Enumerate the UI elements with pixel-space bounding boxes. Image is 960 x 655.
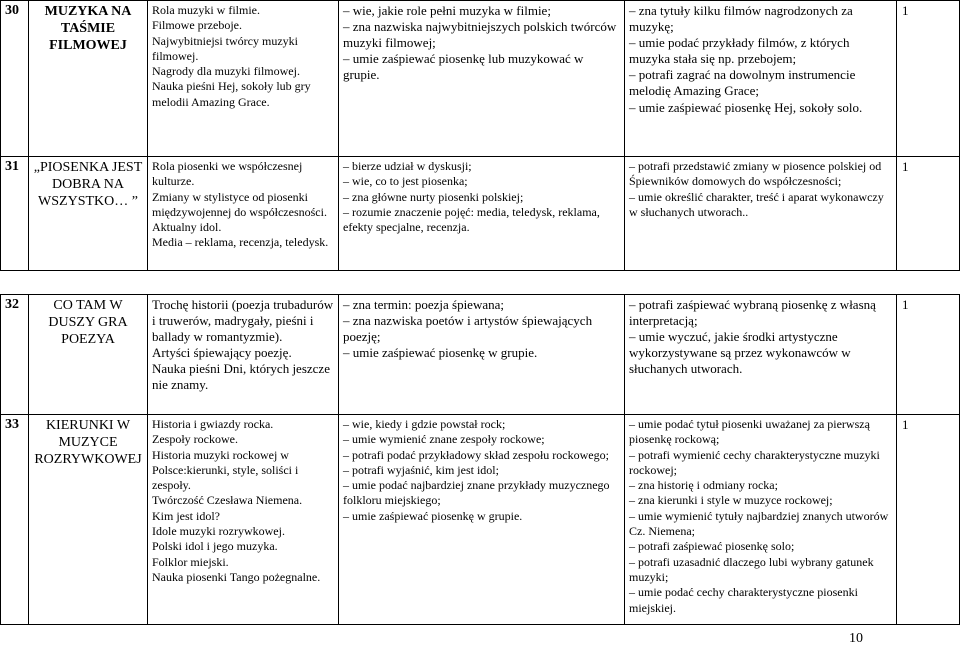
extended-requirements: [625, 1, 897, 157]
list-item: – umie zaśpiewać piosenkę lub muzykować w grupie.: [343, 51, 584, 83]
basic-requirements: [339, 295, 625, 415]
list-item: – umie podać przykłady filmów, z których muzyka stała się np. przebojem;: [629, 35, 850, 67]
list-item: Nauka piosenki Tango pożegnalne.: [152, 569, 321, 584]
list-item: – potrafi przedstawić zmiany w piosence polskiej od Śpiewników domowych do współczesności;: [629, 159, 882, 189]
lesson-table-lower: [0, 294, 960, 625]
table-row: [1, 415, 960, 625]
list-item: – potrafi zagrać na dowolnym instrumencie melodię Amazing Grace;: [629, 67, 856, 99]
table-row: [1, 295, 960, 415]
list-item: – rozumie znaczenie pojęć: media, teledysk, reklama, efekty specjalne, recenzja.: [343, 204, 600, 235]
list-item: Historia i gwiazdy rocka.: [152, 417, 274, 431]
list-item: – zna nazwiska poetów i artystów śpiewających poezję;: [343, 313, 593, 345]
list-item: – wie, kiedy i gdzie powstał rock;: [343, 417, 506, 431]
list-item: – umie wyczuć, jakie środki artystyczne wykorzystywane są przez wykonawców w słuchanych utworach.: [629, 329, 851, 377]
list-item: Media – reklama, recenzja, teledysk.: [152, 235, 329, 250]
list-item: Nauka pieśni Dni, których jeszcze nie znamy.: [152, 361, 330, 393]
lesson-table-upper: [0, 0, 960, 271]
list-item: Zespoły rockowe.: [152, 432, 238, 447]
lesson-number: 30: [1, 1, 29, 157]
list-item: Kim jest idol?: [152, 508, 220, 523]
list-item: Filmowe przeboje.: [152, 18, 242, 33]
list-item: – bierze udział w dyskusji;: [343, 159, 472, 173]
list-item: Rola piosenki we współczesnej kulturze.: [152, 159, 303, 189]
list-item: – zna główne nurty piosenki polskiej;: [343, 189, 524, 204]
list-item: – umie zaśpiewać piosenkę Hej, sokoły solo.: [629, 99, 863, 115]
list-item: – umie określić charakter, treść i aparat wykonawczy w słuchanych utworach..: [629, 189, 884, 219]
lesson-hours: 1: [897, 415, 960, 625]
list-item: – zna nazwiska najwybitniejszych polskich twórców muzyki filmowej;: [343, 19, 617, 51]
list-item: Historia muzyki rockowej w Polsce:kierunki, style, soliści i zespoły.: [152, 447, 299, 493]
list-item: – umie zaśpiewać piosenkę w grupie.: [343, 345, 538, 361]
lesson-topics: [148, 415, 339, 625]
list-item: Aktualny idol.: [152, 220, 222, 235]
lesson-topics: [148, 295, 339, 415]
basic-requirements: [339, 1, 625, 157]
lesson-number: 33: [1, 415, 29, 625]
extended-requirements: [625, 295, 897, 415]
list-item: Artyści śpiewający poezję.: [152, 345, 292, 361]
list-item: Zmiany w stylistyce od piosenki międzywojennej do współczesności.: [152, 189, 327, 219]
list-item: – potrafi uzasadnić dlaczego lubi wybrany gatunek muzyki;: [629, 554, 874, 584]
list-item: Polski idol i jego muzyka.: [152, 539, 278, 554]
list-item: – potrafi wyjaśnić, kim jest idol;: [343, 462, 499, 477]
list-item: Trochę historii (poezja trubadurów i truwerów, madrygały, pieśni i ballady w romantyzmie).: [152, 297, 334, 345]
list-item: – zna termin: poezja śpiewana;: [343, 297, 504, 312]
lesson-title: „PIOSENKA JEST DOBRA NA WSZYSTKO… ”: [29, 157, 148, 271]
list-item: – potrafi podać przykładowy skład zespołu rockowego;: [343, 447, 609, 462]
list-item: Folklor miejski.: [152, 554, 229, 569]
page-number: 10: [849, 631, 863, 646]
list-item: – umie wymienić znane zespoły rockowe;: [343, 432, 545, 447]
list-item: – umie zaśpiewać piosenkę w grupie.: [343, 508, 523, 523]
list-item: – zna historię i odmiany rocka;: [629, 478, 778, 493]
list-item: Rola muzyki w filmie.: [152, 3, 260, 17]
list-item: – umie wymienić tytuły najbardziej znanych utworów Cz. Niemena;: [629, 508, 889, 539]
basic-requirements: [339, 157, 625, 271]
lesson-number: 31: [1, 157, 29, 271]
lesson-topics: [148, 157, 339, 271]
list-item: Nagrody dla muzyki filmowej.: [152, 64, 300, 79]
lesson-hours: 1: [897, 157, 960, 271]
lesson-hours: 1: [897, 1, 960, 157]
lesson-number: 32: [1, 295, 29, 415]
list-item: Twórczość Czesława Niemena.: [152, 493, 303, 508]
list-item: – umie podać cechy charakterystyczne piosenki miejskiej.: [629, 585, 858, 615]
list-item: – wie, co to jest piosenka;: [343, 174, 468, 189]
extended-requirements: [625, 415, 897, 625]
lesson-title: CO TAM W DUSZY GRA POEZYA: [29, 295, 148, 415]
extended-requirements: [625, 157, 897, 271]
lesson-title: KIERUNKI W MUZYCE ROZRYWKOWEJ: [29, 415, 148, 625]
lesson-title: MUZYKA NA TAŚMIE FILMOWEJ: [29, 1, 148, 157]
list-item: – wie, jakie role pełni muzyka w filmie;: [343, 3, 551, 18]
list-item: – potrafi zaśpiewać wybraną piosenkę z własną interpretacją;: [629, 297, 876, 329]
list-item: – umie podać tytuł piosenki uważanej za pierwszą piosenkę rockową;: [629, 417, 870, 447]
list-item: Najwybitniejsi twórcy muzyki filmowej.: [152, 33, 298, 63]
list-item: Idole muzyki rozrywkowej.: [152, 524, 285, 539]
list-item: – zna tytuły kilku filmów nagrodzonych za muzykę;: [629, 3, 853, 35]
lesson-topics: [148, 1, 339, 157]
list-item: – potrafi zaśpiewać piosenkę solo;: [629, 539, 795, 554]
table-row: [1, 1, 960, 157]
lesson-hours: 1: [897, 295, 960, 415]
list-item: – potrafi wymienić cechy charakterystyczne muzyki rockowej;: [629, 447, 880, 477]
list-item: – zna kierunki i style w muzyce rockowej;: [629, 493, 833, 508]
list-item: Nauka pieśni Hej, sokoły lub gry melodii Amazing Grace.: [152, 79, 311, 109]
list-item: – umie podać najbardziej znane przykłady muzycznego folkloru miejskiego;: [343, 478, 610, 508]
table-row: [1, 157, 960, 271]
basic-requirements: [339, 415, 625, 625]
